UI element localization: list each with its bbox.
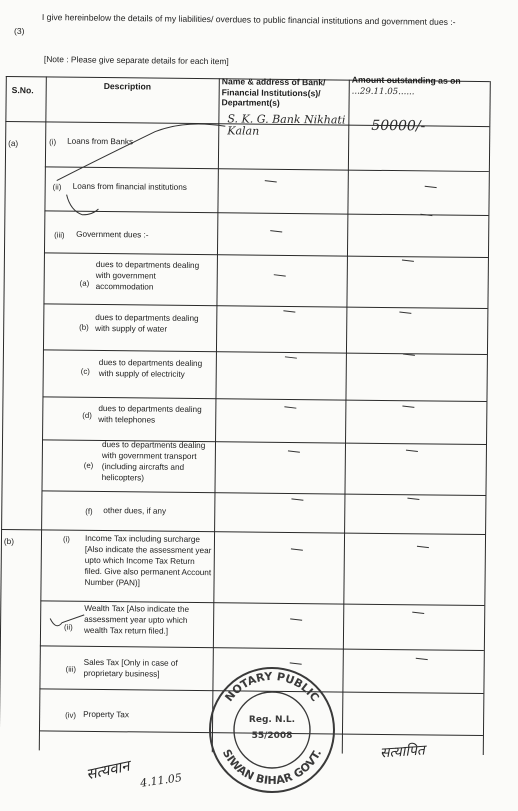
amount-dash [425,186,437,188]
amount-dash [417,546,429,548]
row-marker: (f) [85,506,93,516]
amount-dash [399,312,411,314]
row-divider [42,396,486,402]
amount-dash [416,658,428,660]
bank-dash [288,450,300,452]
row-marker: (i) [62,534,70,544]
amount-dash [402,260,414,262]
row-divider [40,645,484,651]
stamp-ring-top: NOTARY PUBLIC [222,669,322,704]
header-amount-label: Amount outstanding as on [351,74,461,86]
row-description: Income Tax including surcharge [Also indicate the assessment year upto which Income Tax Return filed. Give also permanent Account Number (PAN)] [84,533,212,588]
row-divider [41,490,485,496]
section-note: [Note : Please give separate details for each item] [43,54,229,67]
row-description: Government dues :- [76,229,149,240]
signature-right: सत्यापित [379,742,426,762]
row-marker: (iii) [65,664,77,674]
header-sno: S.No. [11,85,34,96]
bank-dash [274,274,286,276]
table-border-left [0,76,7,750]
row-marker: (a) [79,278,90,288]
bank-dash [291,498,303,500]
row-marker: (iv) [65,710,77,720]
row-marker: (b) [79,322,89,332]
bank-dash [265,180,277,182]
row-description: dues to departments dealing with government accommodation [95,259,200,292]
row-divider [44,252,488,258]
bank-dash [283,310,295,312]
row-description: Wealth Tax [Also indicate the assessment year upto which wealth Tax return filed.] [83,603,190,636]
stamp-ring-bottom: SIWAN BIHAR GOVT. [219,747,325,788]
amount-dash [412,612,424,614]
row-marker: (e) [83,460,94,470]
table-border-right [483,81,491,755]
row-marker: (iii) [54,230,65,240]
signature-left: सत्यवान [84,756,132,784]
row-description: other dues, if any [103,506,167,516]
header-amount [352,75,488,98]
bank-dash [290,618,302,620]
bank-column-divider [342,80,350,754]
bank-dash [284,406,296,408]
notary-stamp [206,664,338,796]
row-description: Loans from financial institutions [72,181,187,192]
group-label-b: (b) [3,537,15,547]
row-description: Loans from Banks [67,136,134,147]
row-divider [43,349,487,355]
row-description: dues to departments dealing with supply of water [95,312,199,334]
checkmark-stroke [44,610,104,641]
group-label-a: (a) [8,139,19,149]
row-description: Sales Tax [Only in case of proprietary business] [83,657,178,679]
row-marker: (i) [49,137,57,147]
header-bank: Name & address of Bank/ Financial Institutions(s)/ Department(s) [221,76,326,108]
group-divider [1,529,485,535]
checkmark-stroke [35,120,236,192]
row-marker: (ii) [64,622,73,632]
stamp-reg: Reg. N.L. [248,715,296,725]
bank-dash [270,230,282,232]
liabilities-table [0,60,490,755]
row-description: Property Tax [83,709,130,720]
checkmark-stroke [62,191,102,221]
signature-left-date: 4.11.05 [139,771,183,790]
row-marker: (d) [82,410,92,420]
amount-dash [406,450,418,452]
stamp-reg-no: 55/2008 [251,731,293,741]
row-description: dues to departments dealing with government transport (including aircrafts and helicopters) [101,440,206,483]
amount-dash [403,354,415,356]
header-description: Description [103,81,152,92]
amount-dash [407,498,419,500]
amount-handwritten: 50000/- [371,117,426,135]
row-divider [43,303,487,309]
amount-dash [402,406,414,408]
section-number: (3) [14,26,25,36]
row-description: dues to departments dealing with telephones [98,403,202,425]
header-amount-date: ...29.11.05...... [351,86,415,97]
row-description: dues to departments dealing with supply of electricity [98,357,203,379]
bank-dash [291,548,303,550]
bank-dash [285,356,297,358]
row-marker: (c) [80,366,90,376]
row-marker: (ii) [52,182,62,192]
amount-dash [420,214,432,216]
bank-name-handwritten: S. K. G. Bank Nikhati Kalan [227,112,346,138]
section-intro: I give hereinbelow the details of my liabilities/ overdues to public financial institutions and government dues :- [41,11,456,28]
